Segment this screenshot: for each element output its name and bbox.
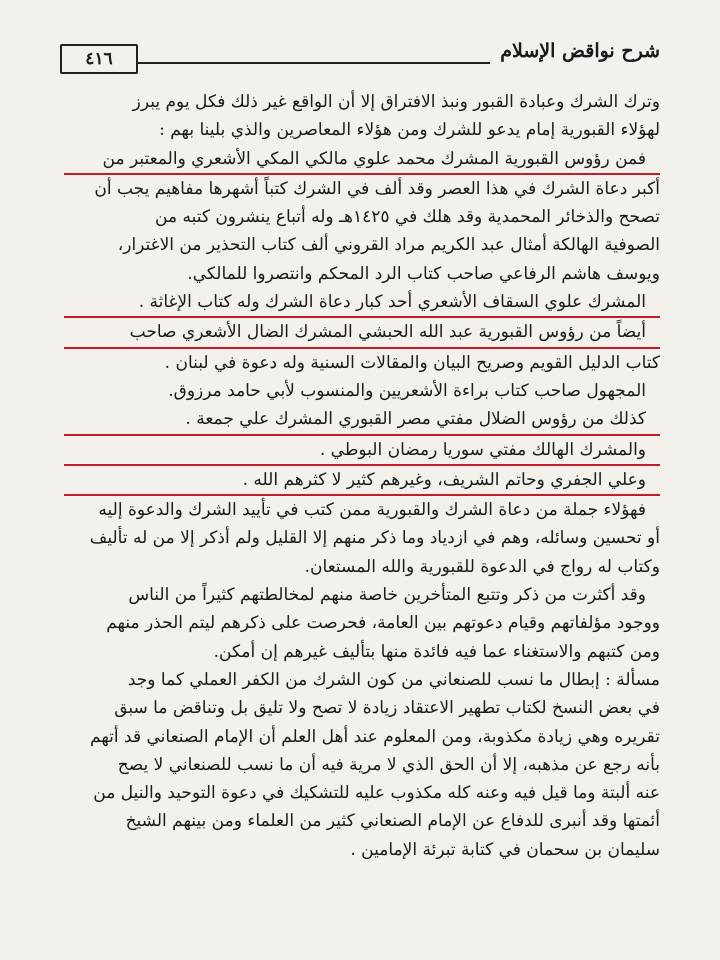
text-line: مسألة : إبطال ما نسب للصنعاني من كون الشرك من الكفر العملي كما وجد <box>127 669 660 690</box>
page-header <box>60 32 660 72</box>
text-line: تصحح والذخائر المحمدية وقد هلك في ١٤٢٥هـ وله أتباع ينشرون كتبه من <box>155 207 660 228</box>
text-line: كتاب الدليل القويم وصريح البيان والمقالات السنية وله دعوة في لبنان . <box>164 352 660 373</box>
page-body <box>64 88 660 864</box>
text-line-underlined: أيضاً من رؤوس القبورية عبد الله الحبشي المشرك الضال الأشعري صاحب <box>64 318 660 348</box>
text-line: الصوفية الهالكة أمثال عبد الكريم مراد القروني ألف كتاب التحذير من الاغترار، <box>117 235 660 256</box>
text-line: تقريره وهي زيادة مكذوبة، ومن المعلوم عند أهل العلم أن الإمام الصنعاني قد أتهم <box>90 726 660 747</box>
text-line-underlined: كذلك من رؤوس الضلال مفتي مصر القبوري المشرك علي جمعة . <box>64 405 660 435</box>
text-line: ومن كتبهم والاستغناء عما فيه فائدة منها بتأليف غيرهم إن أمكن. <box>213 641 660 662</box>
page-number: ٤١٦ <box>60 44 138 74</box>
text-line-underlined: وعلي الجفري وحاتم الشريف، وغيرهم كثير لا كثرهم الله . <box>64 466 660 496</box>
book-title: شرح نواقض الإسلام <box>500 40 660 62</box>
text-line-underlined: فمن رؤوس القبورية المشرك محمد علوي مالكي المكي الأشعري والمعتبر من <box>64 145 660 175</box>
text-line: فهؤلاء جملة من دعاة الشرك والقبورية ممن كتب في تأييد الشرك والدعوة إليه <box>98 500 646 521</box>
text-line: عنه ألبتة وما قيل فيه وعنه كله مكذوب عليه للتشكيك في دعوة التوحيد والنيل من <box>93 783 660 804</box>
text-line-underlined: والمشرك الهالك مفتي سوريا رمضان البوطي . <box>64 436 660 466</box>
text-line: أو تحسين وسائله، وهم في ازدياد وما ذكر منهم إلا القليل ولم أذكر إلا من له تأليف <box>89 528 660 549</box>
text-line: وكتاب له رواج في الدعوة للقبورية والله المستعان. <box>304 556 660 577</box>
text-line: أئمتها وقد أنبرى للدفاع عن الإمام الصنعاني كثير من العلماء ومن بينهم الشيخ <box>125 811 660 832</box>
text-line: في بعض النسخ لكتاب تطهير الاعتقاد زيادة لا تصح ولا تليق بل وتناقض ما سبق <box>114 698 660 719</box>
text-line: سليمان بن سحمان في كتابة تبرئة الإمامين . <box>350 839 660 860</box>
text-line: لهؤلاء القبورية إمام يدعو للشرك ومن هؤلاء المعاصرين والذي بلينا بهم : <box>159 120 660 141</box>
text-line: ووجود مؤلفاتهم وقيام دعوتهم بين العامة، فحرصت على ذكرهم ليتم الحذر منهم <box>106 613 660 634</box>
text-line: وترك الشرك وعبادة القبور ونبذ الافتراق إلا أن الواقع غير ذلك فكل يوم يبرز <box>132 92 660 112</box>
text-line-underlined: المشرك علوي السقاف الأشعري أحد كبار دعاة الشرك وله كتاب الإغاثة . <box>64 288 660 318</box>
text-line: المجهول صاحب كتاب براءة الأشعريين والمنسوب لأبي حامد مرزوق. <box>168 380 646 401</box>
text-line: ويوسف هاشم الرفاعي صاحب كتاب الرد المحكم وانتصروا للمالكي. <box>187 263 660 284</box>
text-line: بأنه رجع عن مذهبه، إلا أن الحق الذي لا مرية فيه أن ما نسب للصنعاني لا يصح <box>117 754 660 775</box>
text-line: أكبر دعاة الشرك في هذا العصر وقد ألف في الشرك كتباً أشهرها مفاهيم يجب أن <box>94 178 660 199</box>
text-line: وقد أكثرت من ذكر وتتبع المتأخرين خاصة منهم لمخالطتهم كثيراً من الناس <box>128 585 646 606</box>
